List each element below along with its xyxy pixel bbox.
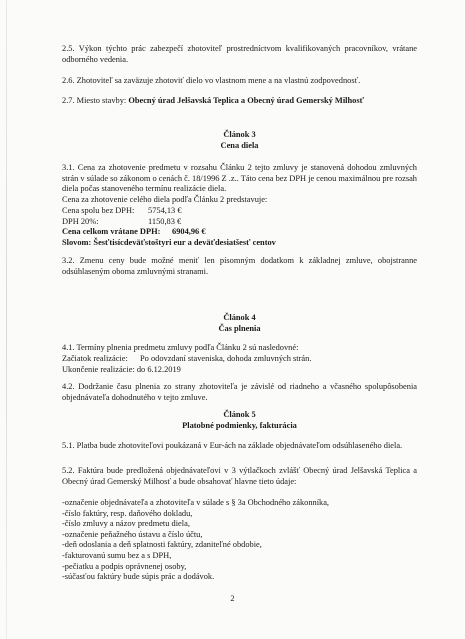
price-row-net [62, 206, 417, 217]
price-intro: Cena za zhotovenie celého diela podľa Článku 2 predstavuje: [62, 195, 268, 204]
scan-edge-line [6, 0, 7, 639]
article-5-heading: Článok 5 [223, 410, 256, 419]
price-value: 1150,83 € [148, 216, 182, 226]
article-3-title: Cena diela [220, 141, 259, 150]
start-row [62, 354, 417, 365]
price-label: Cena celkom vrátane DPH: [62, 227, 161, 237]
price-label: Cena spolu bez DPH: [62, 206, 135, 215]
price-table [62, 206, 417, 248]
article-4-heading: Článok 4 [223, 313, 256, 322]
paragraph-3-2: 3.2. Zmenu ceny bude možné meniť len písomným dodatkom k základnej zmluve, obojstranne odsúhlaseným oboma zmluvnými stranami. [62, 256, 417, 276]
page-number: 2 [230, 594, 235, 603]
list-item: -označenie peňažného ústavu a číslo účtu, [62, 529, 203, 539]
list-item: -súčasťou faktúry bude súpis prác a dodávok. [62, 572, 215, 582]
article-5-title: Platobné podmienky, fakturácia [182, 421, 297, 430]
construction-site: Obecný úrad Jelšavská Teplica a Obecný úrad Gemerský Milhosť [128, 96, 364, 105]
price-row-vat [62, 217, 417, 228]
price-value: 6904,96 € [172, 227, 206, 237]
list-item: -pečiatku a podpis oprávnenej osoby, [62, 561, 187, 571]
article-4-title: Čas plnenia [218, 324, 261, 333]
list-item: -číslo faktúry, resp. daňového dokladu, [62, 508, 193, 518]
item-2-7-prefix: 2.7. Miesto stavby: [62, 96, 129, 105]
price-row-total [62, 227, 417, 238]
paragraph-4-1: 4.1. Termíny plnenia predmetu zmluvy podľa Článku 2 sú nasledovné: [62, 343, 299, 352]
start-label: Začiatok realizácie: [62, 354, 128, 363]
item-2-7 [62, 96, 417, 107]
paragraph-4-2: 4.2. Dodržanie času plnenia zo strany zhotoviteľa je závislé od riadneho a včasného spolupôsobenia objednávateľa dohodnutého v tejto zmluve. [62, 382, 417, 402]
price-label: DPH 20%: [62, 216, 99, 226]
invoice-requirements-list [62, 498, 417, 583]
price-in-words: Slovom: Šesťtisícdeväťstoštyri eur a deväťdesiatšesť centov [62, 237, 276, 247]
price-value: 5754,13 € [148, 206, 182, 215]
start-value: Po odovzdaní staveniska, dohoda zmluvných strán. [140, 354, 312, 363]
paragraph-5-1: 5.1. Platba bude zhotoviteľovi poukázaná v Eur-ách na základe objednávateľom odsúhlaseného diela. [62, 441, 403, 450]
list-item: -číslo zmluvy a názov predmetu diela, [62, 519, 190, 529]
article-3-heading: Článok 3 [223, 130, 256, 139]
list-item: -deň odoslania a deň splatnosti faktúry, zdaniteľné obdobie, [62, 540, 262, 550]
list-item: -označenie objednávateľa a zhotoviteľa v súlade s § 3a Obchodného zákonníka, [62, 498, 330, 507]
paragraph-5-2: 5.2. Faktúra bude predložená objednávateľovi v 3 výtlačkoch zvlášť Obecný úrad Jelšavská Teplica a Obecný úrad Gemerský Milhosť a bude obsahovať hlavne tieto údaje: [62, 466, 417, 486]
item-2-6: 2.6. Zhotoviteľ sa zaväzuje zhotoviť dielo vo vlastnom mene a na vlastnú zodpovednosť. [62, 76, 361, 85]
list-item: -fakturovanú sumu bez a s DPH, [62, 550, 172, 560]
paragraph-3-1: 3.1. Cena za zhotovenie predmetu v rozsahu Článku 2 tejto zmluvy je stanovená dohodou zmluvných strán v súlade so zákonom o cenách č. 18/1996 Z .z.. Táto cena bez DPH je cenou maximálnou pre rozsah diela počas stanoveného termínu realizácie diela. [62, 163, 417, 194]
end-row: Ukončenie realizácie: do 6.12.2019 [62, 365, 181, 374]
item-2-5: 2.5. Výkon týchto prác zabezpečí zhotoviteľ prostredníctvom kvalifikovaných pracovníkov, vrátane odborného vedenia. [62, 44, 417, 64]
